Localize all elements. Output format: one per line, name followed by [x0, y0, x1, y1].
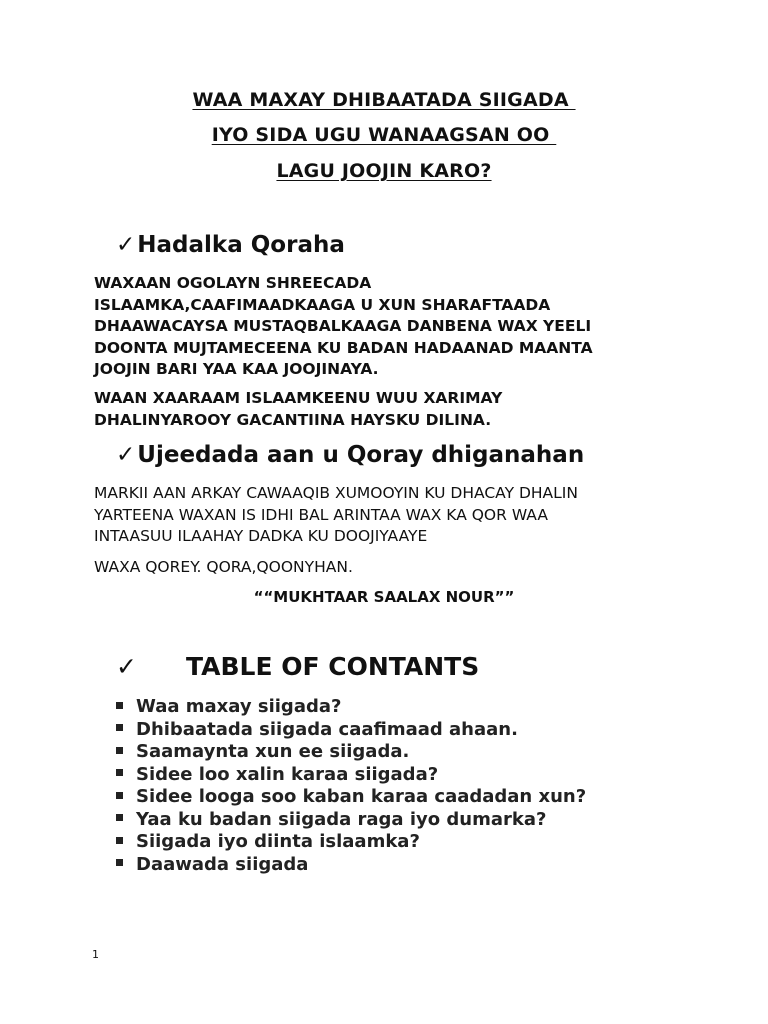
toc-heading-text: TABLE OF CONTANTS [186, 652, 480, 681]
checkmark-icon: ✓ [116, 442, 136, 468]
square-bullet-icon [116, 724, 123, 731]
square-bullet-icon [116, 702, 123, 709]
title-line-2: IYO SIDA UGU WANAAGSAN OO [211, 124, 557, 146]
section-heading-purpose [116, 442, 584, 468]
list-item: Sidee loo xalin karaa siigada? [116, 764, 586, 787]
author-note-paragraph-1: WAXAAN OGOLAYN SHREECADA ISLAAMKA,CAAFIMAADKAAGA U XUN SHARAFTAADA DHAAWACAYSA MUSTAQBALKAAGA DANBENA WAX YEELI DOONTA MUJTAMECEENA KU BADAN HADAANAD MAANTA JOOJIN BARI YAA KAA JOOJINAYA. [94, 274, 593, 378]
purpose-paragraph-2: WAXA QOREY. QORA,QOONYHAN. [94, 558, 353, 576]
section-heading-author-note [116, 232, 345, 258]
list-item: Siigada iyo diinta islaamka? [116, 831, 586, 854]
square-bullet-icon [116, 814, 123, 821]
list-item: Yaa ku badan siigada raga iyo dumarka? [116, 809, 586, 832]
title-line-1: WAA MAXAY DHIBAATADA SIIGADA [192, 89, 576, 111]
checkmark-icon: ✓ [116, 232, 136, 258]
page-number: 1 [92, 948, 99, 961]
list-item: Daawada siigada [116, 854, 586, 877]
square-bullet-icon [116, 859, 123, 866]
square-bullet-icon [116, 747, 123, 754]
list-item: Dhibaatada siigada caafimaad ahaan. [116, 719, 586, 742]
square-bullet-icon [116, 769, 123, 776]
list-item: Sidee looga soo kaban karaa caadadan xun? [116, 786, 586, 809]
square-bullet-icon [116, 837, 123, 844]
section-heading-text: Hadalka Qoraha [137, 232, 345, 258]
list-item: Waa maxay siigada? [116, 696, 586, 719]
square-bullet-icon [116, 792, 123, 799]
toc-heading [116, 652, 479, 681]
toc-list [116, 696, 586, 876]
author-note-paragraph-2: WAAN XAARAAM ISLAAMKEENU WUU XARIMAY DHALINYAROOY GACANTIINA HAYSKU DILINA. [94, 389, 503, 429]
section-heading-text: Ujeedada aan u Qoray dhiganahan [137, 442, 585, 468]
author-name: ““MUKHTAAR SAALAX NOUR”” [253, 588, 515, 606]
title-line-3: LAGU JOOJIN KARO? [276, 160, 492, 182]
purpose-paragraph-1: MARKII AAN ARKAY CAWAAQIB XUMOOYIN KU DHACAY DHALIN YARTEENA WAXAN IS IDHI BAL ARINTAA WAX KA QOR WAA INTAASUU ILAAHAY DADKA KU DOOJIYAAYE [94, 484, 578, 545]
checkmark-icon: ✓ [116, 652, 137, 681]
list-item: Saamaynta xun ee siigada. [116, 741, 586, 764]
